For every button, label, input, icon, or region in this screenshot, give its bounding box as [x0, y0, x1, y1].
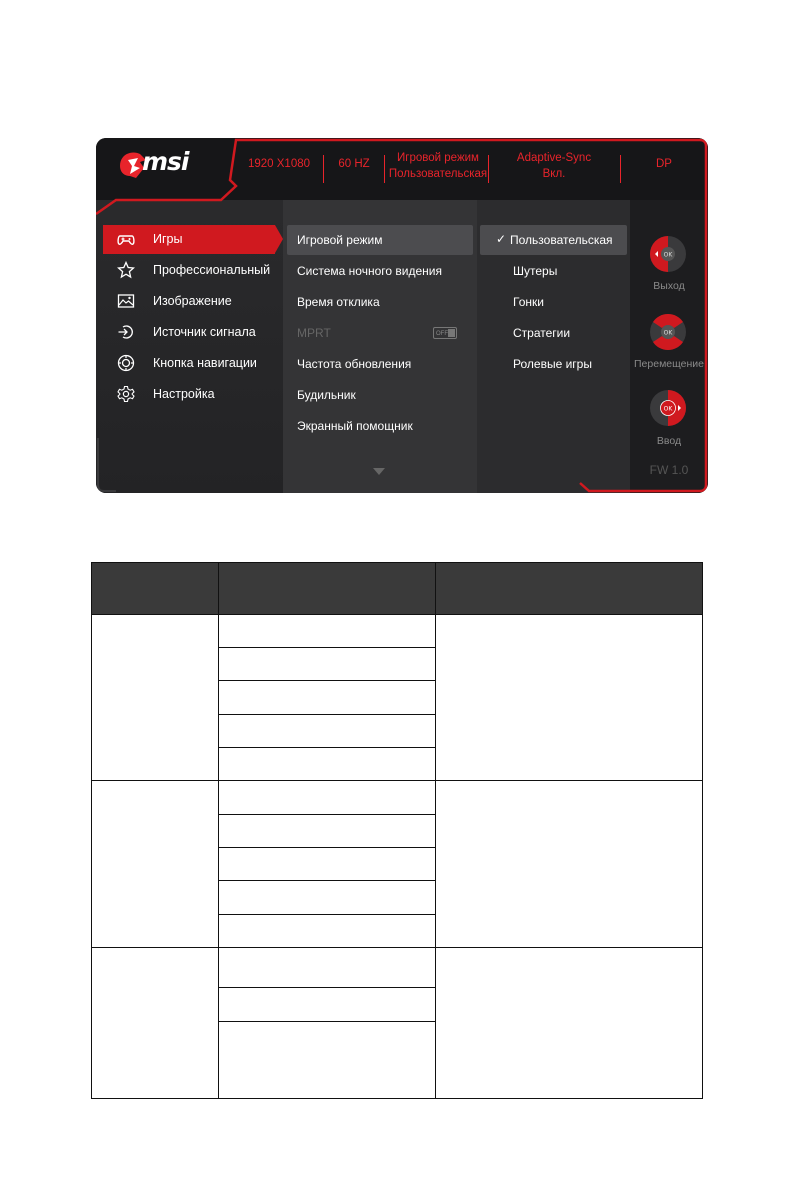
option-label: Гонки [513, 295, 544, 309]
adaptive-sync-title: Adaptive-Sync [516, 152, 592, 164]
submenu-label: Время отклика [297, 295, 380, 309]
menu-item-label: Кнопка навигации [153, 356, 257, 370]
option-label: Пользовательская [510, 233, 613, 247]
adaptive-sync-value: Вкл. [542, 168, 566, 180]
submenu-label: Система ночного видения [297, 264, 442, 278]
game-mode-title: Игровой режим [397, 152, 479, 164]
option-label: Шутеры [513, 264, 558, 278]
submenu-label: MPRT [297, 326, 331, 340]
submenu-label: Будильник [297, 388, 356, 402]
checkmark-icon: ✓ [496, 232, 507, 246]
table-header-cell [436, 562, 703, 614]
reference-table [91, 562, 703, 1099]
osd-screen [96, 138, 708, 493]
input-readout: DP [656, 158, 672, 170]
nav-ok-label: OK [663, 251, 673, 259]
menu-item-label: Изображение [153, 294, 232, 308]
submenu-label: Игровой режим [297, 233, 383, 247]
refresh-readout: 60 HZ [338, 158, 370, 170]
table-header-cell [219, 562, 435, 614]
nav-exit-label: Выход [653, 280, 685, 292]
game-mode-value: Пользовательская [388, 168, 488, 180]
submenu-label: Экранный помощник [297, 419, 413, 433]
nav-enter-label: Ввод [656, 435, 682, 447]
firmware-version: FW 1.0 [649, 463, 689, 477]
resolution-readout: 1920 X1080 [247, 158, 311, 170]
osd-frame-decoration [96, 138, 708, 493]
option-label: Стратегии [513, 326, 571, 340]
menu-item-label: Игры [153, 232, 183, 246]
mprt-toggle[interactable]: OFF [433, 327, 457, 339]
submenu-label: Частота обновления [297, 357, 412, 371]
menu-item-label: Профессиональный [153, 263, 271, 277]
nav-ok-label: OK [663, 405, 673, 413]
menu-item-label: Настройка [153, 387, 215, 401]
option-label: Ролевые игры [513, 357, 592, 371]
nav-move-label: Перемещение [634, 358, 704, 370]
menu-item-label: Источник сигнала [153, 325, 256, 339]
nav-ok-label: OK [663, 329, 673, 337]
brand-logo-text: msi [142, 147, 189, 176]
table-header-cell [91, 562, 218, 614]
